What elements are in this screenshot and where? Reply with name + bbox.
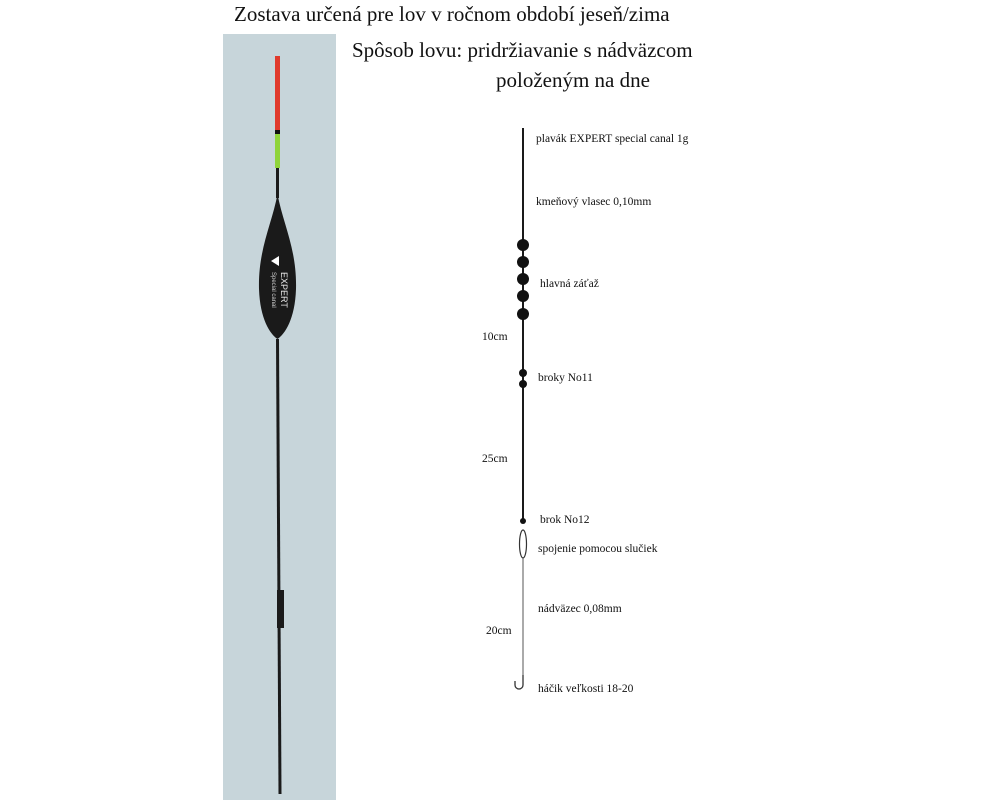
shot-no11 bbox=[519, 380, 527, 388]
label-shot12: brok No12 bbox=[540, 514, 590, 526]
label-shots: broky No11 bbox=[538, 372, 593, 384]
float-model-text: Special canal bbox=[270, 272, 276, 308]
main-weight-ball bbox=[517, 273, 529, 285]
float-tip-green bbox=[275, 134, 280, 168]
shot-no12 bbox=[520, 518, 526, 524]
main-weight-ball bbox=[517, 308, 529, 320]
float-brand-text: EXPERT bbox=[279, 272, 289, 308]
float-photo bbox=[223, 34, 336, 800]
label-hooklink: nádväzec 0,08mm bbox=[538, 603, 622, 615]
distance-label: 25cm bbox=[482, 453, 508, 465]
label-main-weight: hlavná záťaž bbox=[540, 278, 599, 290]
distance-label: 10cm bbox=[482, 331, 508, 343]
distance-label: 20cm bbox=[486, 625, 512, 637]
main-weight-ball bbox=[517, 256, 529, 268]
shot-no11 bbox=[519, 369, 527, 377]
label-main-line: kmeňový vlasec 0,10mm bbox=[536, 196, 652, 208]
title-line-1: Zostava určená pre lov v ročnom období jeseň/zima bbox=[234, 2, 670, 26]
title-line-2: Spôsob lovu: pridržiavanie s nádväzcom bbox=[352, 38, 693, 62]
float-stem-sleeve bbox=[277, 590, 284, 628]
hook-icon bbox=[515, 675, 523, 689]
float-antenna bbox=[276, 168, 279, 198]
float-tip-red bbox=[275, 56, 280, 134]
main-weight-ball bbox=[517, 239, 529, 251]
title-line-3: položeným na dne bbox=[496, 68, 650, 92]
main-weight-ball bbox=[517, 290, 529, 302]
label-loops: spojenie pomocou slučiek bbox=[538, 543, 658, 555]
loop-connection bbox=[520, 530, 527, 558]
label-float: plavák EXPERT special canal 1g bbox=[536, 133, 689, 145]
float-stem bbox=[278, 339, 281, 794]
float-tip-band bbox=[275, 130, 280, 134]
label-hook: háčik veľkosti 18-20 bbox=[538, 683, 634, 695]
rig-diagram bbox=[470, 120, 530, 700]
float-body bbox=[259, 194, 296, 339]
